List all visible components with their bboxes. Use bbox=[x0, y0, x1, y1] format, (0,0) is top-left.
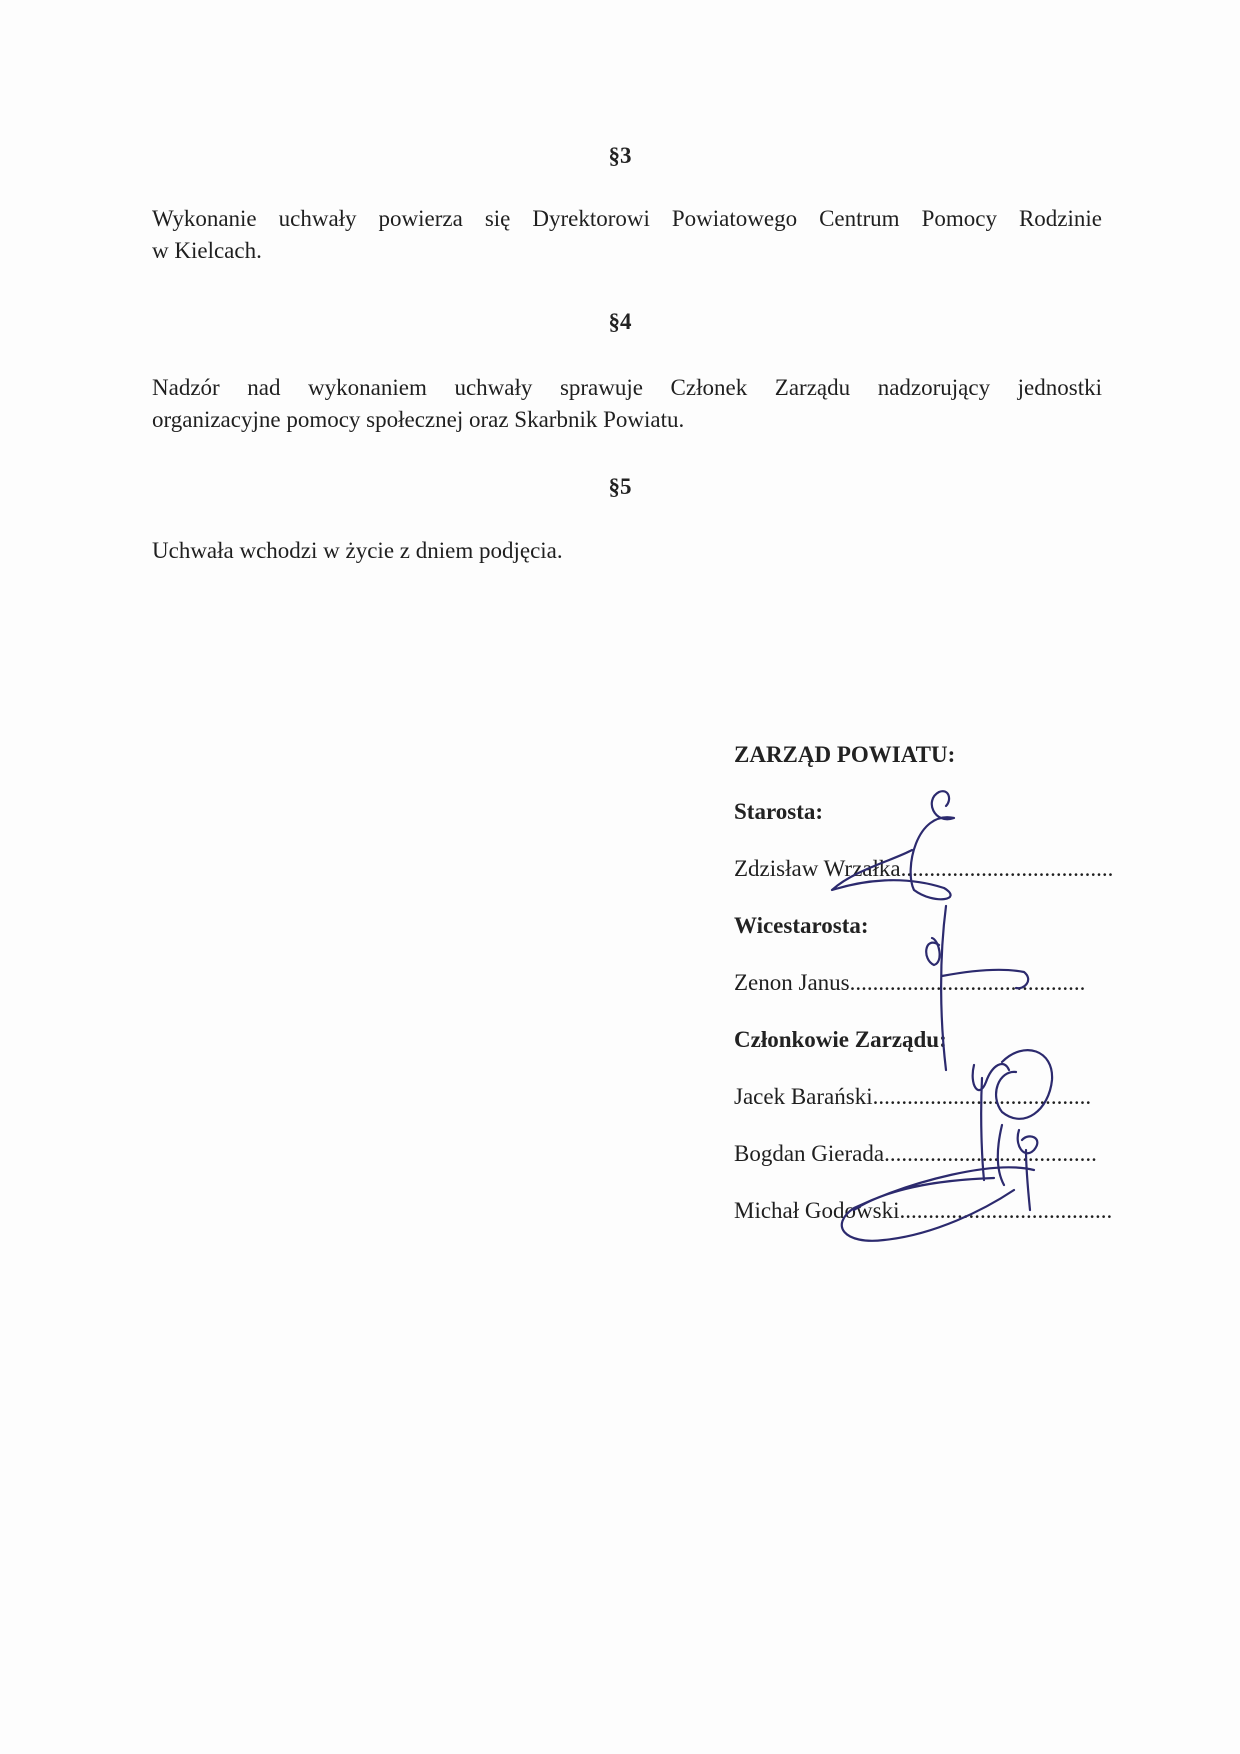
starosta-label: Starosta: bbox=[734, 799, 824, 824]
member-signature-line-1: Jacek Barański...................................... bbox=[734, 1084, 1092, 1109]
starosta-signature-line: Zdzisław Wrzałka..................................... bbox=[734, 856, 1114, 881]
section-3-line-1: Wykonanie uchwały powierza się Dyrektorowi Powiatowego Centrum Pomocy Rodzinie bbox=[152, 206, 1102, 231]
board-title: ZARZĄD POWIATU: bbox=[734, 742, 956, 767]
section-heading-3: §3 bbox=[608, 143, 632, 168]
section-5-line-1: Uchwała wchodzi w życie z dniem podjęcia. bbox=[152, 538, 563, 563]
member-signature-line-2: Bogdan Gierada..................................... bbox=[734, 1141, 1097, 1166]
wicestarosta-label: Wicestarosta: bbox=[734, 913, 869, 938]
section-3-line-2: w Kielcach. bbox=[152, 238, 262, 263]
signature-starosta bbox=[832, 791, 954, 899]
section-heading-5: §5 bbox=[608, 474, 632, 499]
section-3-text bbox=[152, 203, 1102, 267]
section-heading-4: §4 bbox=[608, 309, 632, 334]
section-4-line-1: Nadzór nad wykonaniem uchwały sprawuje Członek Zarządu nadzorujący jednostki bbox=[152, 375, 1102, 400]
section-4-text bbox=[152, 372, 1102, 436]
wicestarosta-signature-line: Zenon Janus......................................... bbox=[734, 970, 1086, 995]
members-label: Członkowie Zarządu: bbox=[734, 1027, 947, 1052]
section-5-text bbox=[152, 535, 1102, 567]
member-signature-line-3: Michał Godowski..................................... bbox=[734, 1198, 1113, 1223]
section-4-line-2: organizacyjne pomocy społecznej oraz Skarbnik Powiatu. bbox=[152, 407, 685, 432]
